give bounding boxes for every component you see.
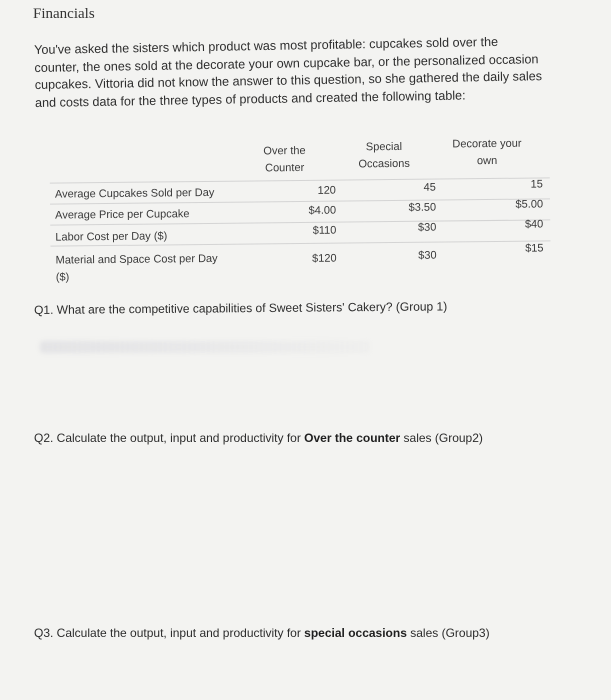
cell-decorate-labor-cost: $40 — [524, 218, 544, 231]
cell-decorate-average-price: $5.00 — [515, 198, 544, 211]
cell-over-average-price: $4.00 — [308, 204, 337, 217]
row-label-material-space-cost — [56, 251, 218, 287]
intro-paragraph: You've asked the sisters which product was most profitable: cupcakes sold over the counter, the ones sold at the decorate your own cupcake bar, or the personalized occasion cupcakes. Vittoria did not know the answer to this question, so she gathered the daily sales and costs data for the three types of products and created the following table: — [34, 34, 543, 110]
col-header-decorate-line2: own — [476, 154, 498, 168]
col-header-over-line2: Counter — [265, 161, 305, 175]
question-1: Q1. What are the competitive capabilities of Sweet Sisters' Cakery? (Group 1) — [34, 299, 448, 317]
cell-decorate-cupcakes-sold: 15 — [530, 178, 543, 191]
cell-over-labor-cost: $110 — [312, 224, 337, 237]
row-label-material-line1: Material and Space Cost per Day — [55, 252, 218, 267]
row-label-material-line2: ($) — [55, 271, 70, 284]
question-3-emphasis: special occasions — [304, 626, 407, 640]
col-header-over-line1: Over the — [263, 144, 306, 158]
col-header-decorate-your-own — [439, 136, 534, 171]
col-header-special-line2: Occasions — [358, 157, 410, 171]
sales-cost-table — [0, 0, 611, 303]
cell-special-material-space-cost: $30 — [418, 249, 437, 262]
page-title: Financials — [33, 6, 95, 22]
question-3-suffix: sales (Group3) — [406, 626, 490, 640]
question-2 — [34, 431, 483, 445]
faded-text-residue — [40, 341, 370, 353]
col-header-over-the-counter — [249, 143, 319, 178]
question-3 — [34, 626, 490, 640]
col-header-special-line1: Special — [365, 140, 403, 154]
cell-over-material-space-cost: $120 — [312, 252, 337, 265]
question-3-prefix: Q3. Calculate the output, input and productivity for — [34, 626, 305, 640]
col-header-decorate-line1: Decorate your — [452, 137, 522, 151]
question-2-prefix: Q2. Calculate the output, input and productivity for — [34, 431, 305, 445]
row-divider — [50, 177, 550, 183]
cell-special-average-price: $3.50 — [408, 201, 437, 214]
question-2-suffix: sales (Group2) — [400, 431, 483, 445]
cell-special-cupcakes-sold: 45 — [423, 181, 436, 194]
cell-special-labor-cost: $30 — [417, 221, 437, 234]
row-label-average-price: Average Price per Cupcake — [55, 208, 190, 222]
row-label-labor-cost: Labor Cost per Day ($) — [55, 230, 168, 244]
cell-decorate-material-space-cost: $15 — [525, 242, 544, 255]
question-2-emphasis: Over the counter — [304, 431, 401, 445]
row-label-cupcakes-sold: Average Cupcakes Sold per Day — [54, 186, 215, 201]
cell-over-cupcakes-sold: 120 — [317, 184, 336, 197]
col-header-special-occasions — [346, 139, 421, 174]
